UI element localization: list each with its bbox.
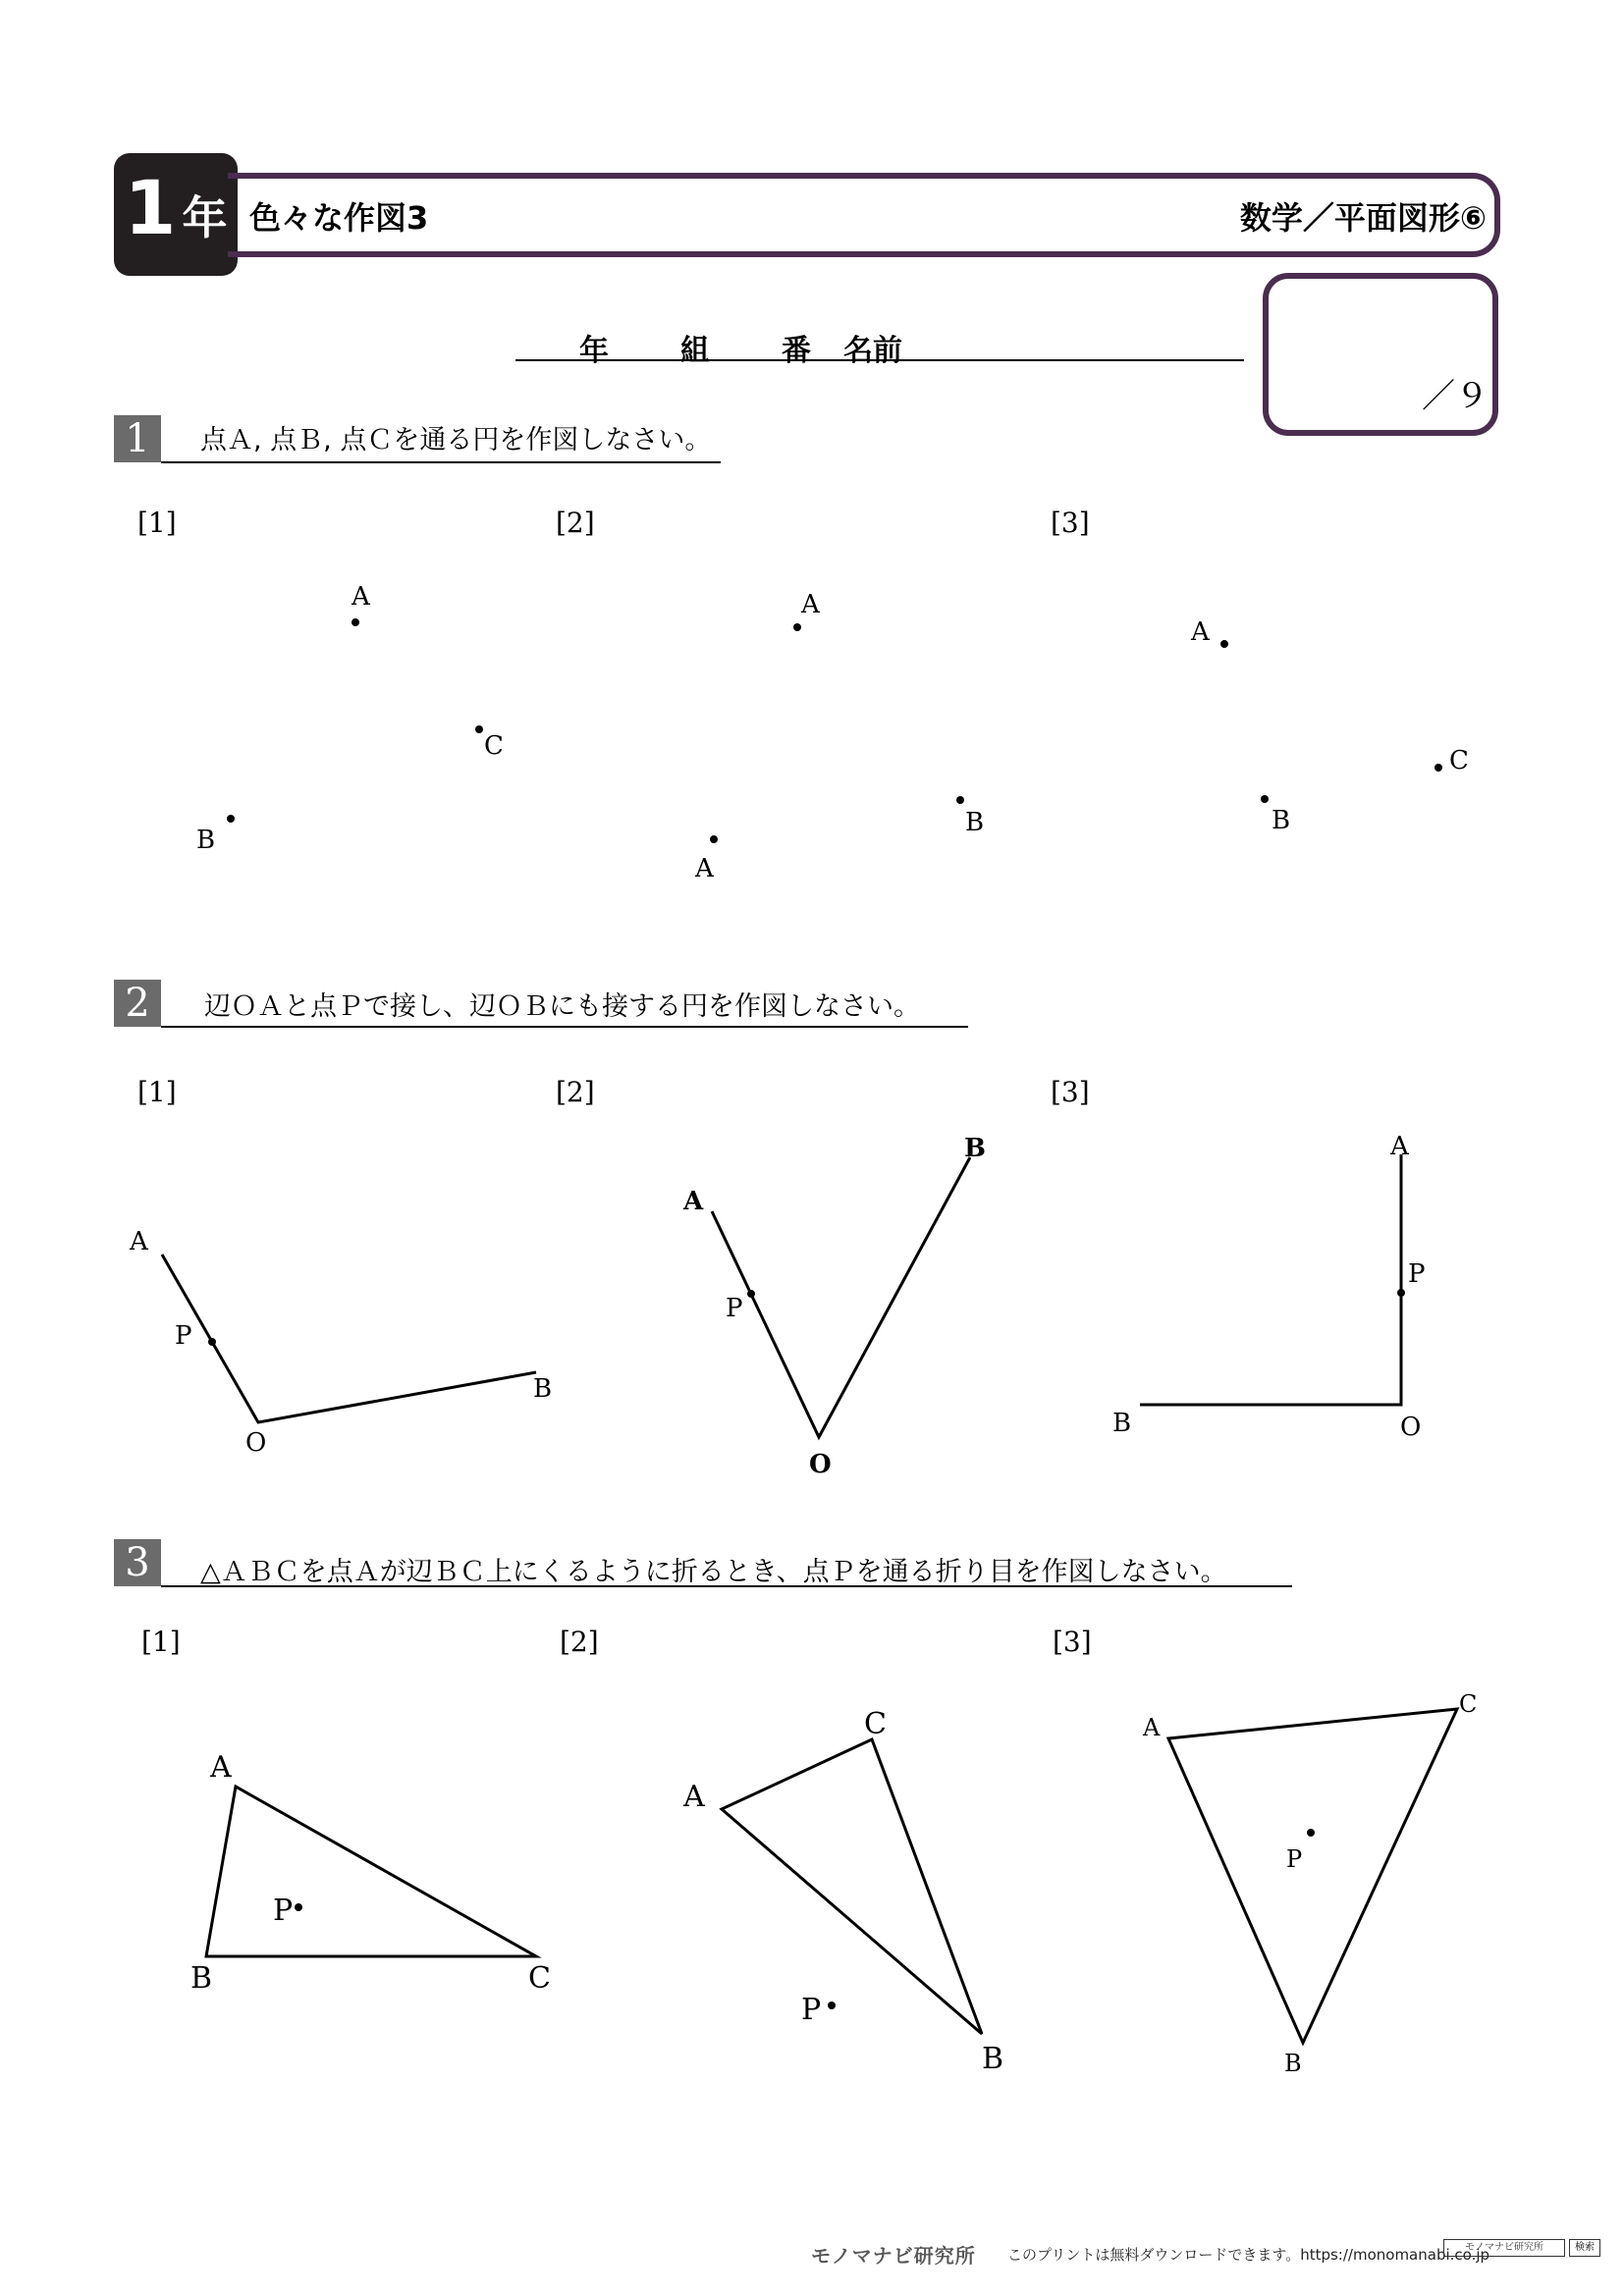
s1-p3-dot-c (1435, 764, 1442, 772)
section-3-number: 3 (114, 1539, 161, 1586)
s1-p3-label-b: B (1272, 806, 1291, 835)
s2-p1-label-a: A (130, 1227, 148, 1256)
footer-download-text[interactable]: このプリントは無料ダウンロードできます。https://monomanabi.co.jp (1007, 2246, 1490, 2264)
grade-number: 1 (124, 164, 177, 251)
s3-p1-label-p: P (273, 1894, 294, 1928)
s3-p3-dot-p (1307, 1829, 1315, 1837)
s3-p3-triangle (1168, 1709, 1457, 2043)
s3-p2-label-a: A (683, 1780, 705, 1814)
s2-p3-label-p: P (1408, 1259, 1426, 1289)
s1-p1-label-c: C (484, 731, 504, 761)
s3-p3-label-c: C (1459, 1690, 1478, 1718)
s1-problem-2-label: [2] (556, 507, 595, 539)
s3-p2-dot-p (828, 2002, 836, 2009)
s1-p1-dot-b (227, 815, 235, 823)
s2-p1-dot-p (208, 1338, 216, 1346)
s1-p3-label-c: C (1449, 746, 1469, 775)
s2-p2-label-p: P (726, 1294, 743, 1323)
s2-p2-label-b: B (964, 1134, 986, 1163)
s2-problem-1-label: [1] (137, 1076, 177, 1108)
s1-p2-label-a: A (695, 854, 714, 883)
s3-problem-3-label: [3] (1053, 1626, 1092, 1658)
s3-p1-dot-p (295, 1903, 302, 1911)
s1-p3-dot-b (1261, 795, 1269, 803)
s3-p1-label-c: C (528, 1961, 551, 1996)
s3-p2-label-p: P (801, 1993, 822, 2027)
s1-p1-dot-c (475, 725, 483, 733)
s2-p1-label-o: O (245, 1428, 267, 1458)
s2-problem-2-label: [2] (556, 1076, 595, 1108)
s2-p3-label-a: A (1390, 1132, 1409, 1161)
s1-p2-dot-c (793, 623, 801, 631)
s1-p1-dot-a (352, 618, 359, 626)
s2-p1-label-p: P (175, 1321, 192, 1351)
subject-label: 数学／平面図形⑥ (1239, 199, 1487, 237)
s1-p3-dot-a (1220, 640, 1228, 648)
s1-p2-dot-a (710, 835, 718, 843)
s2-p3-label-b: B (1112, 1409, 1132, 1438)
section-2-instruction: 辺ＯＡと点Ｐで接し、辺ＯＢにも接する円を作図しなさい。 (204, 991, 920, 1022)
number-label: 番 (782, 334, 811, 368)
s2-p2-dot-p (747, 1290, 755, 1298)
s3-p1-label-a: A (210, 1750, 232, 1785)
s1-p1-label-b: B (196, 826, 216, 855)
footer-search-box[interactable]: モノマナビ研究所 (1443, 2239, 1565, 2257)
s2-p1-label-b: B (533, 1374, 553, 1404)
section-2-number: 2 (114, 980, 161, 1027)
s1-p2-dot-b (956, 796, 964, 804)
s3-p2-triangle (722, 1739, 982, 2034)
year-label: 年 (579, 334, 609, 368)
class-label: 組 (680, 334, 710, 368)
name-label: 名前 (843, 334, 902, 368)
s1-p3-label-a: A (1191, 617, 1210, 647)
s1-problem-3-label: [3] (1051, 507, 1090, 539)
s1-p3-figure (1190, 617, 1469, 835)
s1-p1-label-a: A (352, 582, 370, 612)
s2-problem-3-label: [3] (1051, 1076, 1090, 1108)
s3-problem-1-label: [1] (141, 1626, 181, 1658)
s2-p3-dot-p (1397, 1289, 1405, 1297)
s2-p1-angle (162, 1255, 536, 1422)
s2-p3-angle (1140, 1154, 1401, 1405)
s3-p1-label-b: B (190, 1961, 213, 1996)
s3-p2-label-b: B (982, 2042, 1004, 2076)
section-1-instruction: 点Ａ, 点Ｂ, 点Ｃを通る円を作図しなさい。 (200, 425, 712, 455)
section-3-instruction: △ＡＢＣを点Ａが辺ＢＣ上にくるように折るとき、点Ｐを通る折り目を作図しなさい。 (200, 1557, 1227, 1587)
score-total: ／９ (1422, 377, 1489, 416)
s3-p3-label-b: B (1284, 2050, 1302, 2077)
s3-p1-triangle (206, 1787, 536, 1956)
s3-p3-label-a: A (1143, 1714, 1161, 1741)
s3-problem-2-label: [2] (560, 1626, 599, 1658)
s2-p2-label-a: A (683, 1187, 704, 1216)
s3-p3-label-p: P (1286, 1845, 1303, 1873)
s2-p2-label-o: O (809, 1450, 832, 1479)
grade-unit: 年 (182, 191, 228, 244)
s1-p2-label-b: B (965, 808, 985, 837)
s2-p3-label-o: O (1400, 1413, 1422, 1442)
s1-p1-figure (196, 582, 504, 855)
footer-brand-logo: モノマナビ研究所 (811, 2244, 976, 2268)
worksheet-title: 色々な作図3 (249, 199, 429, 237)
s3-p2-label-c: C (864, 1707, 887, 1741)
footer-search-button[interactable]: 検索 (1569, 2239, 1600, 2257)
section-1-number: 1 (114, 415, 161, 462)
s1-p2-label-c: A (801, 590, 820, 619)
s1-p2-figure (694, 590, 984, 883)
s1-problem-1-label: [1] (137, 507, 177, 539)
